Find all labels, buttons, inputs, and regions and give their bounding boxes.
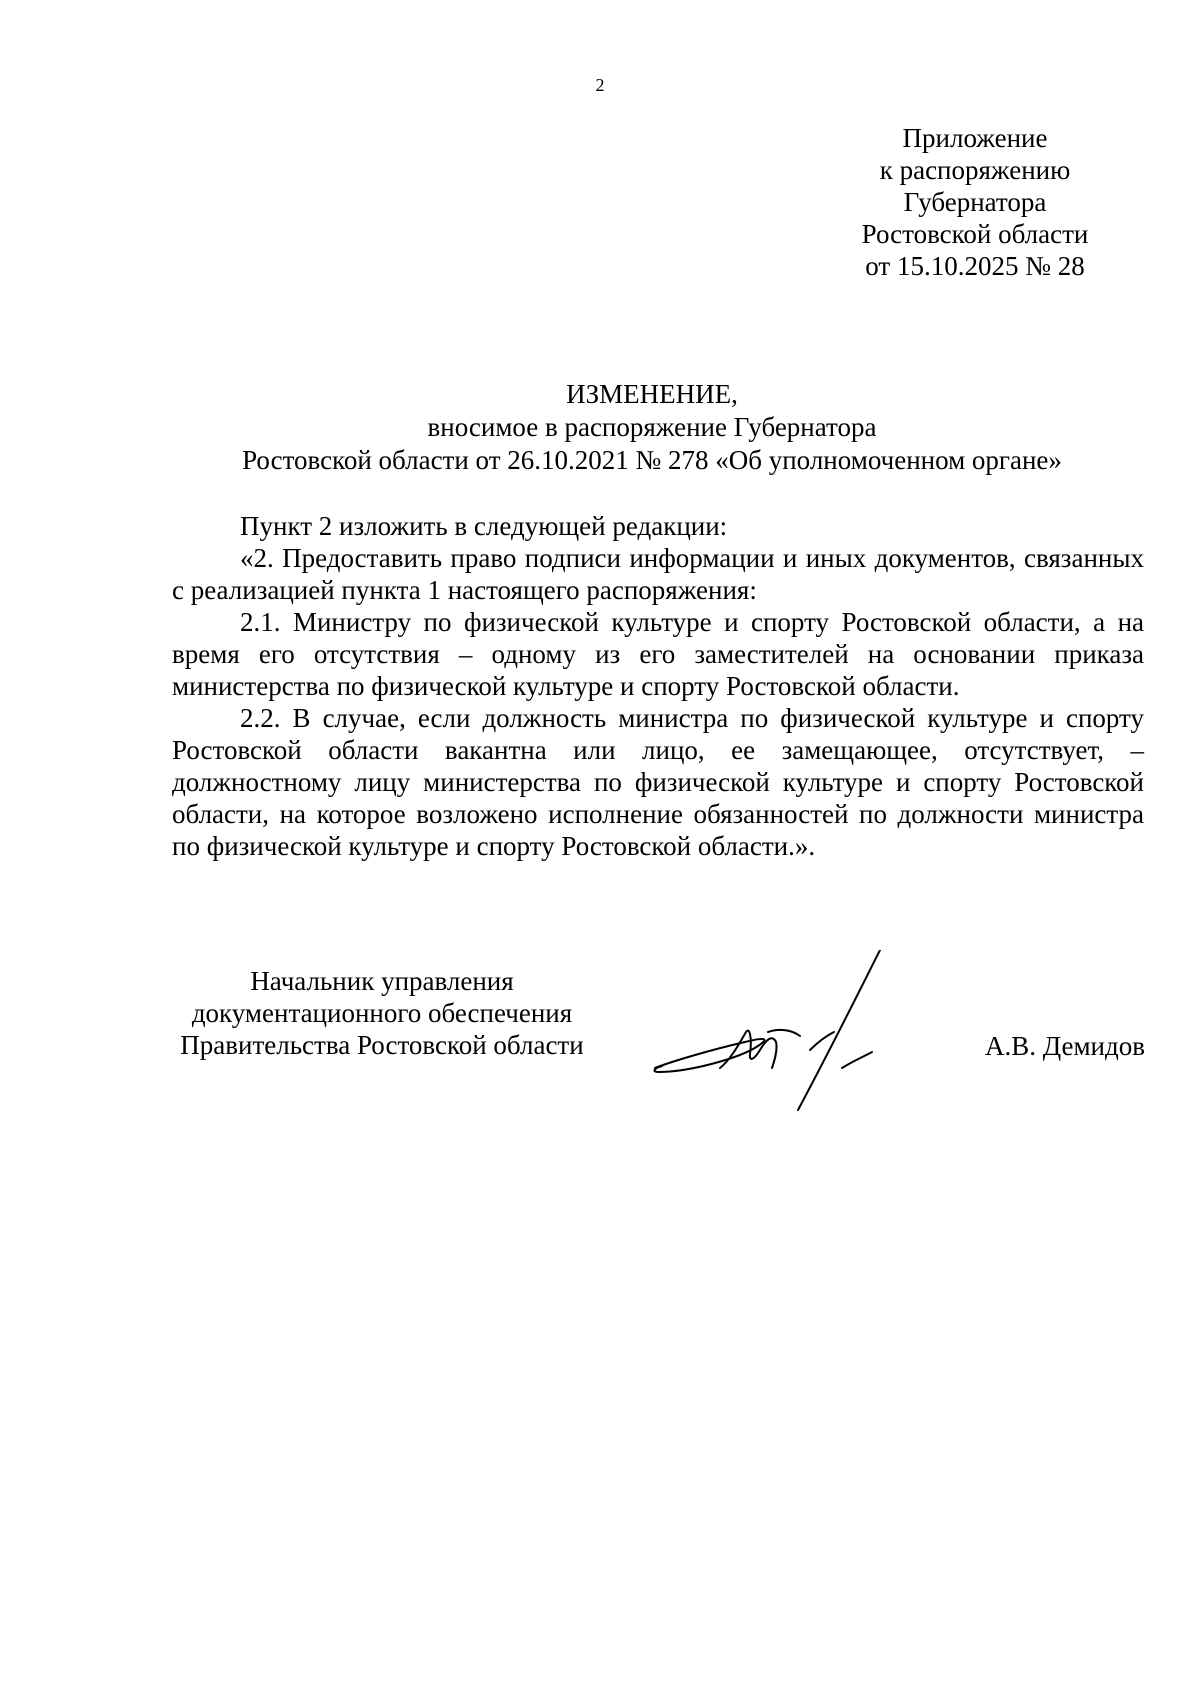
appendix-line: Губернатора <box>903 187 1047 217</box>
handwritten-signature <box>650 950 950 1115</box>
signer-name: А.В. Демидов <box>984 1031 1145 1061</box>
title-heading: ИЗМЕНЕНИЕ, <box>566 379 738 409</box>
appendix-line: Приложение <box>902 123 1048 153</box>
title-line: Ростовской области от 26.10.2021 № 278 «Об уполномоченном органе» <box>242 445 1062 475</box>
document-title <box>172 378 1132 477</box>
appendix-line: к распоряжению <box>879 155 1071 185</box>
appendix-line: Ростовской области <box>861 219 1089 249</box>
signer-position-line: Правительства Ростовской области <box>180 1030 584 1060</box>
signer-position-line: документационного обеспечения <box>191 998 573 1028</box>
title-line: вносимое в распоряжение Губернатора <box>427 412 877 442</box>
appendix-date-number: от 15.10.2025 № 28 <box>865 251 1085 281</box>
body-paragraph: «2. Предоставить право подписи информации и иных документов, связанных с реализацией пункта 1 настоящего распоряжения: <box>172 543 1144 605</box>
document-body <box>172 510 1144 862</box>
page-number: 2 <box>595 75 605 95</box>
body-paragraph: Пункт 2 изложить в следующей редакции: <box>240 511 728 541</box>
body-paragraph: 2.2. В случае, если должность министра по физической культуре и спорту Ростовской области вакантна или лицо, ее замещающее, отсутствует, – должностному лицу министерства по физической культуре и спорту Ростовской области, на которое возложено исполнение обязанностей по должности министра по физической культуре и спорту Ростовской области.». <box>172 703 1144 861</box>
signer-position <box>172 965 592 1061</box>
body-paragraph: 2.1. Министру по физической культуре и спорту Ростовской области, а на время его отсутствия – одному из его заместителей на основании приказа министерства по физической культуре и спорту Ростовской области. <box>172 607 1144 701</box>
signer-position-line: Начальник управления <box>250 966 514 996</box>
appendix-header <box>830 122 1120 282</box>
